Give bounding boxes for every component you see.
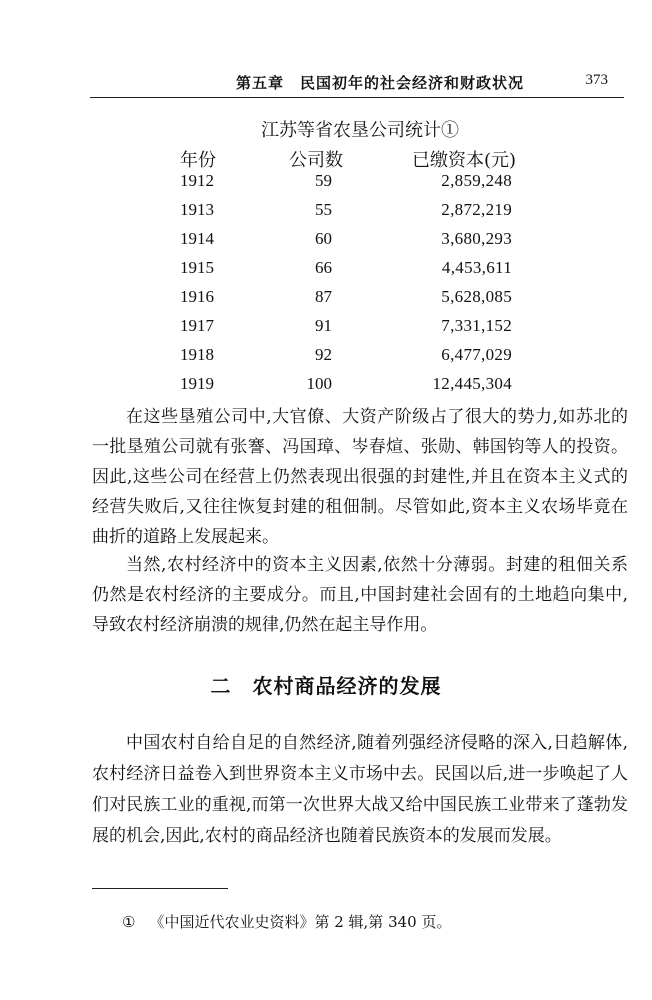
body-paragraph: 在这些垦殖公司中,大官僚、大资产阶级占了很大的势力,如苏北的一批垦殖公司就有张謇、冯国璋、岑春煊、张勋、韩国钧等人的投资。因此,这些公司在经营上仍然表现出很强的封建性,并且在资本主义式的经营失败后,又往往恢复封建的租佃制。尽管如此,资本主义农场毕竟在曲折的道路上发展起来。 xyxy=(92,407,628,547)
section-paragraph: 中国农村自给自足的自然经济,随着列强经济侵略的深入,日趋解体,农村经济日益卷入到世界资本主义市场中去。民国以后,进一步唤起了人们对民族工业的重视,而第一次世界大战又给中国民族工业带来了蓬勃发展的机会,因此,农村的商品经济也随着民族资本的发展而发展。 xyxy=(92,733,628,846)
cell-year: 1915 xyxy=(180,258,214,277)
statistics-table-body xyxy=(0,171,652,403)
footnote-divider xyxy=(92,888,228,889)
cell-year: 1913 xyxy=(180,200,214,219)
page-header xyxy=(90,72,630,92)
table-row xyxy=(0,316,652,345)
column-header-paid-capital: 已缴资本(元) xyxy=(412,150,517,171)
table-title: 江苏等省农垦公司统计① xyxy=(261,120,459,141)
cell-company-count: 59 xyxy=(315,171,332,190)
footnote-text: 《中国近代农业史资料》第 2 辑,第 340 页。 xyxy=(149,913,452,931)
chapter-title: 第五章 民国初年的社会经济和财政状况 xyxy=(236,74,525,92)
table-row xyxy=(0,171,652,200)
cell-company-count: 60 xyxy=(315,229,332,248)
body-paragraph: 当然,农村经济中的资本主义因素,依然十分薄弱。封建的租佃关系仍然是农村经济的主要成分。而且,中国封建社会固有的土地趋向集中,导致农村经济崩溃的规律,仍然在起主导作用。 xyxy=(92,555,628,635)
cell-year: 1919 xyxy=(180,374,214,393)
header-divider xyxy=(90,97,624,98)
table-row xyxy=(0,200,652,229)
cell-paid-capital: 5,628,085 xyxy=(441,287,512,306)
page-number: 373 xyxy=(585,72,608,88)
column-header-year: 年份 xyxy=(180,150,216,171)
footnote-mark: ① xyxy=(122,913,136,931)
cell-company-count: 66 xyxy=(315,258,332,277)
cell-year: 1917 xyxy=(180,316,214,335)
cell-year: 1918 xyxy=(180,345,214,364)
cell-paid-capital: 12,445,304 xyxy=(432,374,512,393)
table-row xyxy=(0,374,652,403)
cell-year: 1914 xyxy=(180,229,214,248)
footnote xyxy=(122,911,451,932)
table-row xyxy=(0,229,652,258)
table-row xyxy=(0,258,652,287)
cell-year: 1912 xyxy=(180,171,214,190)
cell-paid-capital: 7,331,152 xyxy=(441,316,512,335)
cell-year: 1916 xyxy=(180,287,214,306)
table-row xyxy=(0,345,652,374)
cell-company-count: 92 xyxy=(315,345,332,364)
cell-company-count: 55 xyxy=(315,200,332,219)
cell-paid-capital: 3,680,293 xyxy=(441,229,512,248)
cell-paid-capital: 2,859,248 xyxy=(441,171,512,190)
table-row xyxy=(0,287,652,316)
cell-paid-capital: 2,872,219 xyxy=(441,200,512,219)
section-heading: 二 农村商品经济的发展 xyxy=(210,674,442,698)
cell-company-count: 91 xyxy=(315,316,332,335)
cell-paid-capital: 6,477,029 xyxy=(441,345,512,364)
cell-paid-capital: 4,453,611 xyxy=(441,258,512,277)
cell-company-count: 87 xyxy=(315,287,332,306)
cell-company-count: 100 xyxy=(306,374,332,393)
column-header-company-count: 公司数 xyxy=(289,150,343,171)
